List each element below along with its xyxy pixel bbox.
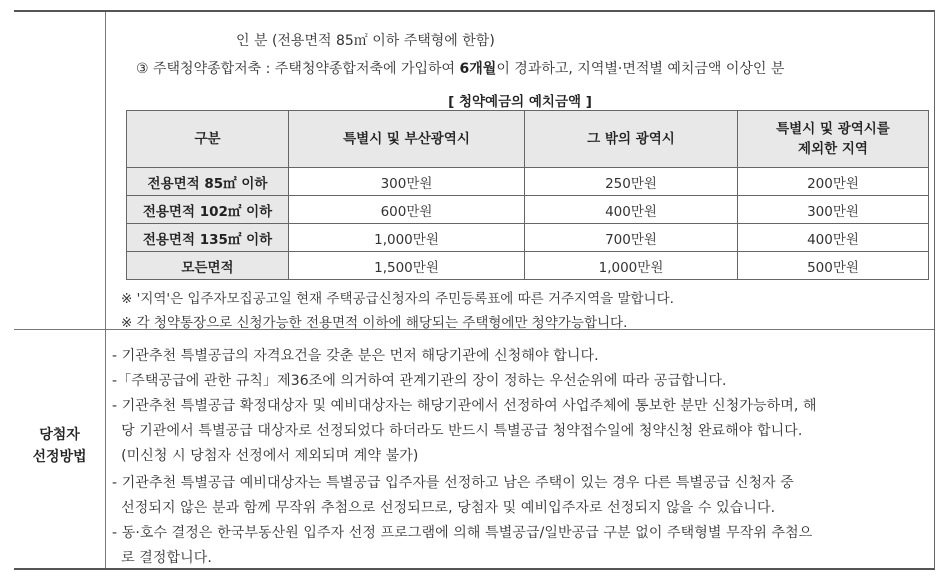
selection-line: - 기관추천 특별공급 예비대상자는 특별공급 입주자를 선정하고 남은 주택이 있는 경우 다른 특별공급 신청자 중 xyxy=(112,475,794,491)
account-note: ※ 각 청약통장으로 신청가능한 전용면적 이하에 해당되는 주택형에만 청약가능합니다. xyxy=(121,315,628,331)
table-cell: 600만원 xyxy=(289,196,525,224)
selection-line: - 기관추천 특별공급의 자격요건을 갖춘 분은 먼저 해당기관에 신청해야 합니다. xyxy=(112,348,599,364)
header-cell: 그 밖의 광역시 xyxy=(525,111,738,168)
row-header-cell: 전용면적 135㎡ 이하 xyxy=(127,224,289,252)
table-row xyxy=(127,224,929,252)
table-cell: 250만원 xyxy=(525,168,738,196)
table-cell: 300만원 xyxy=(738,196,929,224)
section-label-line1: 당첨자 xyxy=(39,427,80,443)
table-cell: 1,000만원 xyxy=(289,224,525,252)
document-frame xyxy=(14,10,935,570)
table-row xyxy=(127,168,929,196)
deposit-table xyxy=(126,110,929,280)
left-label-column xyxy=(14,12,106,568)
deposit-table-header-row xyxy=(127,111,929,168)
table-cell: 1,000만원 xyxy=(525,252,738,280)
table-row xyxy=(127,196,929,224)
table-cell: 200만원 xyxy=(738,168,929,196)
table-cell: 500만원 xyxy=(738,252,929,280)
table-cell: 700만원 xyxy=(525,224,738,252)
selection-line: 로 결정합니다. xyxy=(112,550,212,566)
table-cell: 1,500만원 xyxy=(289,252,525,280)
selection-line: 선정되지 않은 분과 함께 무작위 추첨으로 선정되므로, 당첨자 및 예비입주자로 선정되지 않을 수 있습니다. xyxy=(112,500,776,516)
table-cell: 400만원 xyxy=(525,196,738,224)
selection-line: -「주택공급에 관한 규칙」제36조에 의거하여 관계기관의 장이 정하는 우선순위에 따라 공급합니다. xyxy=(112,373,727,389)
table-cell: 300만원 xyxy=(289,168,525,196)
eligibility-line-2-bold: 6개월 xyxy=(459,61,497,77)
header-cell: 특별시 및 광역시를 제외한 지역 xyxy=(738,111,929,168)
selection-line: (미신청 시 당첨자 선정에서 제외되며 계약 불가) xyxy=(112,448,419,464)
selection-line: - 기관추천 특별공급 확정대상자 및 예비대상자는 해당기관에서 선정하여 사업주체에 통보한 분만 신청가능하며, 해 xyxy=(112,398,817,414)
eligibility-line-1: 인 분 (전용면적 85㎡ 이하 주택형에 한함) xyxy=(236,33,495,49)
row-header-cell: 전용면적 85㎡ 이하 xyxy=(127,168,289,196)
eligibility-line-2 xyxy=(136,58,784,78)
header-cell: 구분 xyxy=(127,111,289,168)
header-cell: 특별시 및 부산광역시 xyxy=(289,111,525,168)
table-row xyxy=(127,252,929,280)
region-note: ※ '지역'은 입주자모집공고일 현재 주택공급신청자의 주민등록표에 따른 거주지역을 말합니다. xyxy=(121,291,674,307)
eligibility-line-2-prefix: ③ 주택청약종합저축 : 주택청약종합저축에 가입하여 xyxy=(136,61,460,77)
table-cell: 400만원 xyxy=(738,224,929,252)
section-label xyxy=(14,424,105,468)
row-header-cell: 전용면적 102㎡ 이하 xyxy=(127,196,289,224)
selection-line: - 동·호수 결정은 한국부동산원 입주자 선정 프로그램에 의해 특별공급/일반공급 구분 없이 주택형별 무작위 추첨으 xyxy=(112,525,813,541)
section-label-line2: 선정방법 xyxy=(32,449,87,465)
deposit-table-caption: [ 청약예금의 예치금액 ] xyxy=(448,94,592,110)
selection-line: 당 기관에서 특별공급 대상자로 선정되었다 하더라도 반드시 특별공급 청약접수일에 청약신청 완료해야 합니다. xyxy=(112,423,803,439)
eligibility-line-2-suffix: 이 경과하고, 지역별·면적별 예치금액 이상인 분 xyxy=(496,61,785,77)
row-header-cell: 모든면적 xyxy=(127,252,289,280)
